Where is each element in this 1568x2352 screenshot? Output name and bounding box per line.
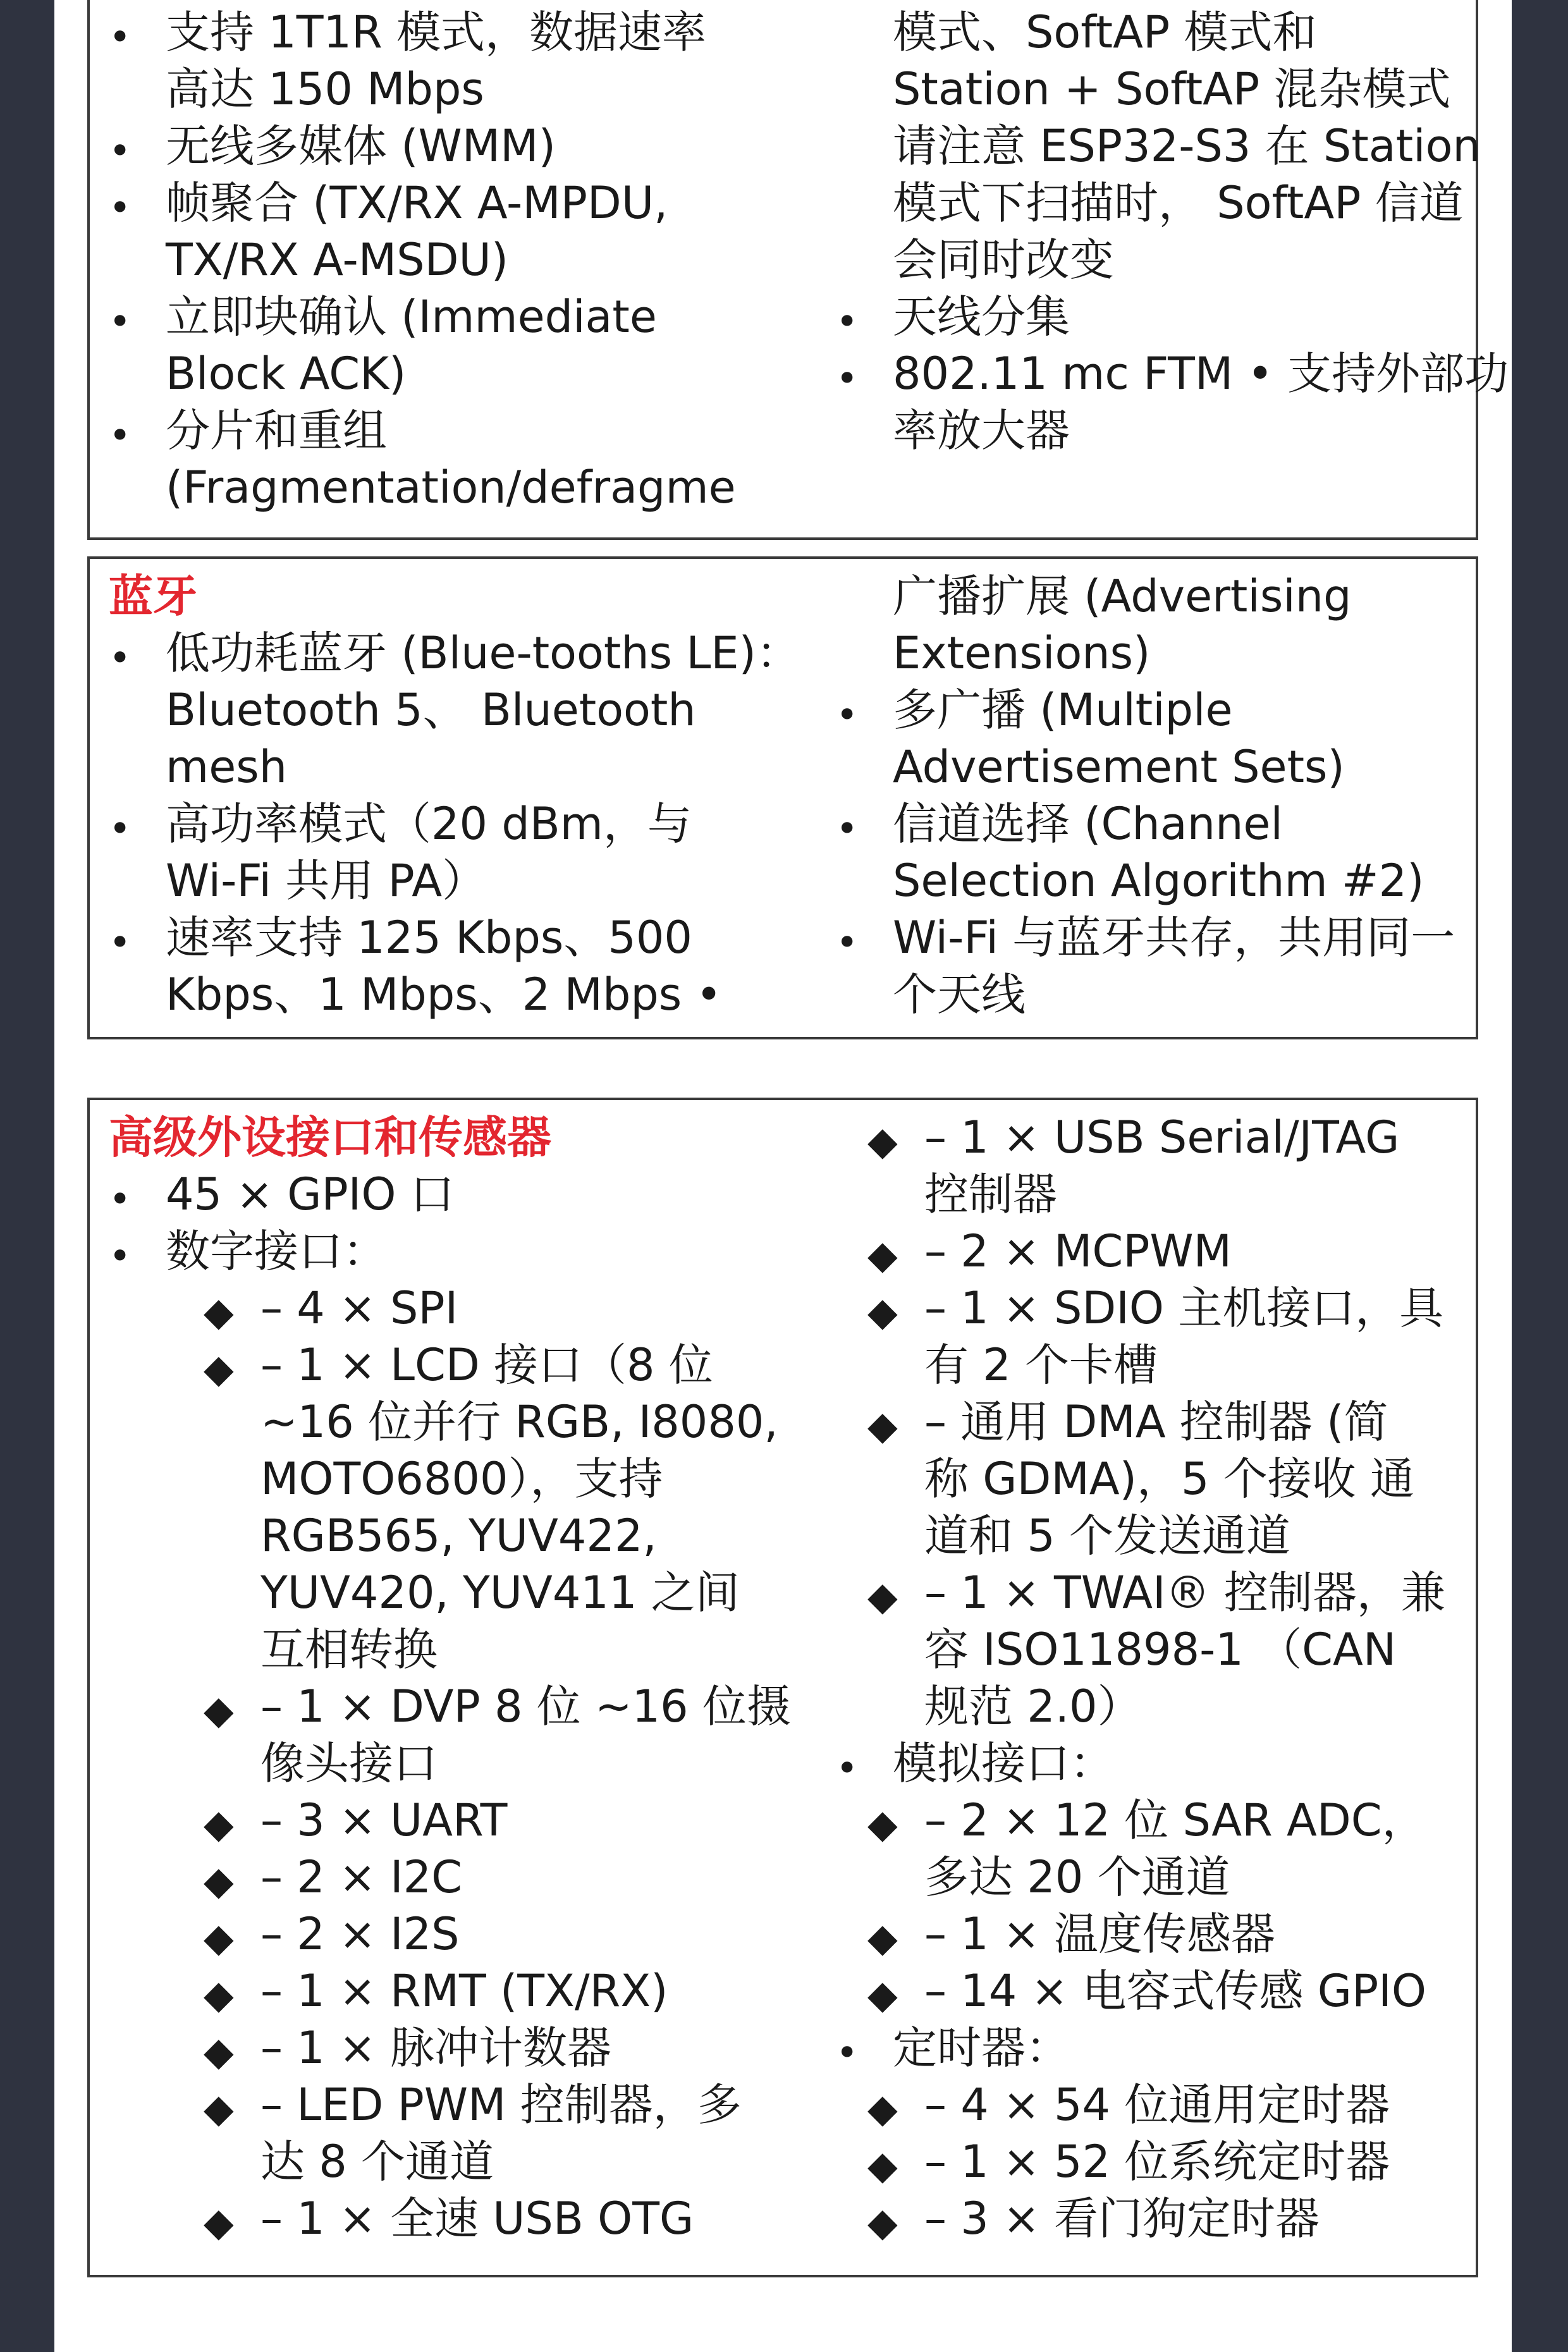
list-item-line: – 2 × I2C — [260, 1851, 462, 1903]
diamond-bullet-icon: ◆ — [867, 2142, 898, 2188]
diamond-bullet-icon: ◆ — [204, 2085, 234, 2131]
list-item-line: 有 2 个卡槽 — [924, 1339, 1158, 1391]
list-item-line: 天线分集 — [893, 291, 1070, 343]
list-item-line: Wi-Fi 与蓝牙共存，共用同一 — [893, 912, 1455, 964]
list-item-line: – 1 × SDIO 主机接口，具 — [924, 1282, 1444, 1334]
list-item-line: – 1 × TWAI® 控制器，兼 — [924, 1567, 1445, 1619]
diamond-bullet-icon: ◆ — [204, 1971, 234, 2018]
list-item-line: – LED PWM 控制器，多 — [260, 2079, 742, 2131]
list-item-line: 容 ISO11898-1 （CAN — [924, 1624, 1397, 1675]
list-item-line: – 14 × 电容式传感 GPIO — [924, 1965, 1426, 2017]
list-item-line: TX/RX A-MSDU) — [166, 234, 509, 286]
list-item-line: – 1 × 脉冲计数器 — [260, 2022, 611, 2074]
wifi-features-box — [87, 0, 1509, 540]
list-item-line: MOTO6800），支持 — [260, 1453, 663, 1505]
list-item-line: 道和 5 个发送通道 — [924, 1510, 1291, 1562]
list-item-line: (Fragmentation/defragme — [166, 462, 736, 513]
list-item-line: – 2 × MCPWM — [924, 1225, 1232, 1277]
digital-interfaces-label: 数字接口： — [166, 1225, 387, 1277]
list-item-line: – 1 × 全速 USB OTG — [260, 2193, 694, 2245]
list-item-line: – 1 × LCD 接口（8 位 — [260, 1339, 713, 1391]
list-item-line: 速率支持 125 Kbps、500 — [166, 912, 692, 964]
list-item-line: – 1 × USB Serial/JTAG — [924, 1112, 1400, 1163]
list-item-line: RGB565, YUV422, — [260, 1510, 657, 1562]
bullet-icon: • — [109, 636, 132, 680]
diamond-bullet-icon: ◆ — [204, 1345, 234, 1392]
list-item-line: – 1 × RMT (TX/RX) — [260, 1965, 668, 2017]
list-item-line: 802.11 mc FTM • 支持外部功 — [893, 348, 1509, 400]
bullet-icon: • — [836, 807, 859, 851]
diamond-bullet-icon: ◆ — [867, 1801, 898, 1847]
bullet-icon: • — [836, 1746, 859, 1791]
diamond-bullet-icon: ◆ — [867, 1914, 898, 1961]
section-heading-bluetooth: 蓝牙 — [109, 570, 197, 622]
list-item-line: ~16 位并行 RGB, I8080, — [260, 1396, 778, 1448]
list-item-line: 多广播 (Multiple — [893, 684, 1233, 736]
section-heading-peripherals: 高级外设接口和传感器 — [109, 1112, 551, 1163]
bullet-icon: • — [836, 357, 859, 401]
bullet-icon: • — [109, 1234, 132, 1278]
list-item-line: Wi-Fi 共用 PA） — [166, 855, 487, 907]
list-item-line: – 4 × 54 位通用定时器 — [924, 2079, 1390, 2131]
bullet-icon: • — [836, 2031, 859, 2075]
diamond-bullet-icon: ◆ — [204, 1687, 234, 1733]
list-item-line: 互相转换 — [260, 1624, 438, 1675]
list-item-line: mesh — [166, 741, 288, 793]
list-item-line: – 1 × DVP 8 位 ~16 位摄 — [260, 1681, 791, 1732]
list-item-line: 分片和重组 — [166, 405, 387, 456]
list-item-line: 高功率模式（20 dBm，与 — [166, 798, 692, 850]
list-item-line: – 2 × I2S — [260, 1908, 460, 1960]
list-item-line: Kbps、1 Mbps、2 Mbps • — [166, 969, 722, 1020]
list-item-line: 像头接口 — [260, 1737, 438, 1789]
list-item-line: 立即块确认 (Immediate — [166, 291, 657, 343]
list-item-line: 帧聚合 (TX/RX A-MPDU, — [166, 177, 668, 229]
diamond-bullet-icon: ◆ — [867, 1971, 898, 2018]
list-item-line: 高达 150 Mbps — [166, 63, 484, 115]
continued-text-line: 会同时改变 — [893, 234, 1114, 286]
list-item-line: 无线多媒体 (WMM) — [166, 120, 556, 172]
list-item-line: – 1 × 52 位系统定时器 — [924, 2136, 1390, 2188]
diamond-bullet-icon: ◆ — [867, 1289, 898, 1335]
diamond-bullet-icon: ◆ — [204, 1914, 234, 1961]
continued-text-line: 模式下扫描时， SoftAP 信道 — [893, 177, 1464, 229]
bullet-icon: • — [109, 129, 132, 173]
list-item-line: 信道选择 (Channel — [893, 798, 1283, 850]
diamond-bullet-icon: ◆ — [867, 2085, 898, 2131]
bullet-icon: • — [109, 300, 132, 344]
continued-text-line: Extensions) — [893, 627, 1151, 679]
diamond-bullet-icon: ◆ — [204, 1289, 234, 1335]
peripherals-box — [87, 1098, 1478, 2277]
timers-label: 定时器： — [893, 2022, 1070, 2074]
bullet-icon: • — [109, 1177, 132, 1222]
list-item-line: Selection Algorithm #2) — [893, 855, 1424, 907]
bullet-icon: • — [109, 921, 132, 965]
bullet-icon: • — [109, 413, 132, 458]
list-item-line: Advertisement Sets) — [893, 741, 1345, 793]
bullet-icon: • — [836, 921, 859, 965]
list-item-line: 支持 1T1R 模式，数据速率 — [166, 6, 706, 58]
list-item-line: YUV420, YUV411 之间 — [260, 1567, 740, 1619]
list-item-line: 率放大器 — [893, 405, 1070, 456]
document-page — [54, 0, 1512, 2352]
continued-text-line: Station + SoftAP 混杂模式 — [893, 63, 1451, 115]
continued-text-line: 请注意 ESP32-S3 在 Station — [893, 120, 1481, 172]
analog-interfaces-label: 模拟接口： — [893, 1737, 1114, 1789]
bullet-icon: • — [109, 807, 132, 851]
gpio-count: 45 × GPIO 口 — [166, 1168, 455, 1220]
list-item-line: Bluetooth 5、 Bluetooth — [166, 684, 696, 736]
diamond-bullet-icon: ◆ — [204, 1858, 234, 1904]
list-item-line: – 3 × 看门狗定时器 — [924, 2193, 1320, 2245]
continued-text-line: 广播扩展 (Advertising — [893, 570, 1352, 622]
bullet-icon: • — [836, 693, 859, 737]
list-item-line: – 1 × 温度传感器 — [924, 1908, 1275, 1960]
list-item-line: – 3 × UART — [260, 1794, 508, 1846]
bullet-icon: • — [109, 15, 132, 59]
bluetooth-box — [87, 556, 1478, 1039]
list-item-line: 控制器 — [924, 1168, 1057, 1220]
diamond-bullet-icon: ◆ — [204, 1801, 234, 1847]
list-item-line: – 2 × 12 位 SAR ADC， — [924, 1794, 1426, 1846]
list-item-line: 达 8 个通道 — [260, 2136, 494, 2188]
bullet-icon: • — [836, 300, 859, 344]
diamond-bullet-icon: ◆ — [204, 2199, 234, 2245]
diamond-bullet-icon: ◆ — [867, 1402, 898, 1449]
continued-text-line: 模式、SoftAP 模式和 — [893, 6, 1317, 58]
diamond-bullet-icon: ◆ — [867, 1118, 898, 1164]
list-item-line: 规范 2.0） — [924, 1681, 1142, 1732]
list-item-line: – 4 × SPI — [260, 1282, 458, 1334]
diamond-bullet-icon: ◆ — [204, 2028, 234, 2074]
list-item-line: 称 GDMA)，5 个接收 通 — [924, 1453, 1415, 1505]
list-item-line: 个天线 — [893, 969, 1026, 1020]
list-item-line: – 通用 DMA 控制器 (简 — [924, 1396, 1388, 1448]
list-item-line: 多达 20 个通道 — [924, 1851, 1230, 1903]
diamond-bullet-icon: ◆ — [867, 2199, 898, 2245]
list-item-line: Block ACK) — [166, 348, 407, 400]
diamond-bullet-icon: ◆ — [867, 1232, 898, 1278]
bullet-icon: • — [109, 186, 132, 230]
list-item-line: 低功耗蓝牙 (Blue-tooths LE)： — [166, 627, 800, 679]
diamond-bullet-icon: ◆ — [867, 1573, 898, 1619]
